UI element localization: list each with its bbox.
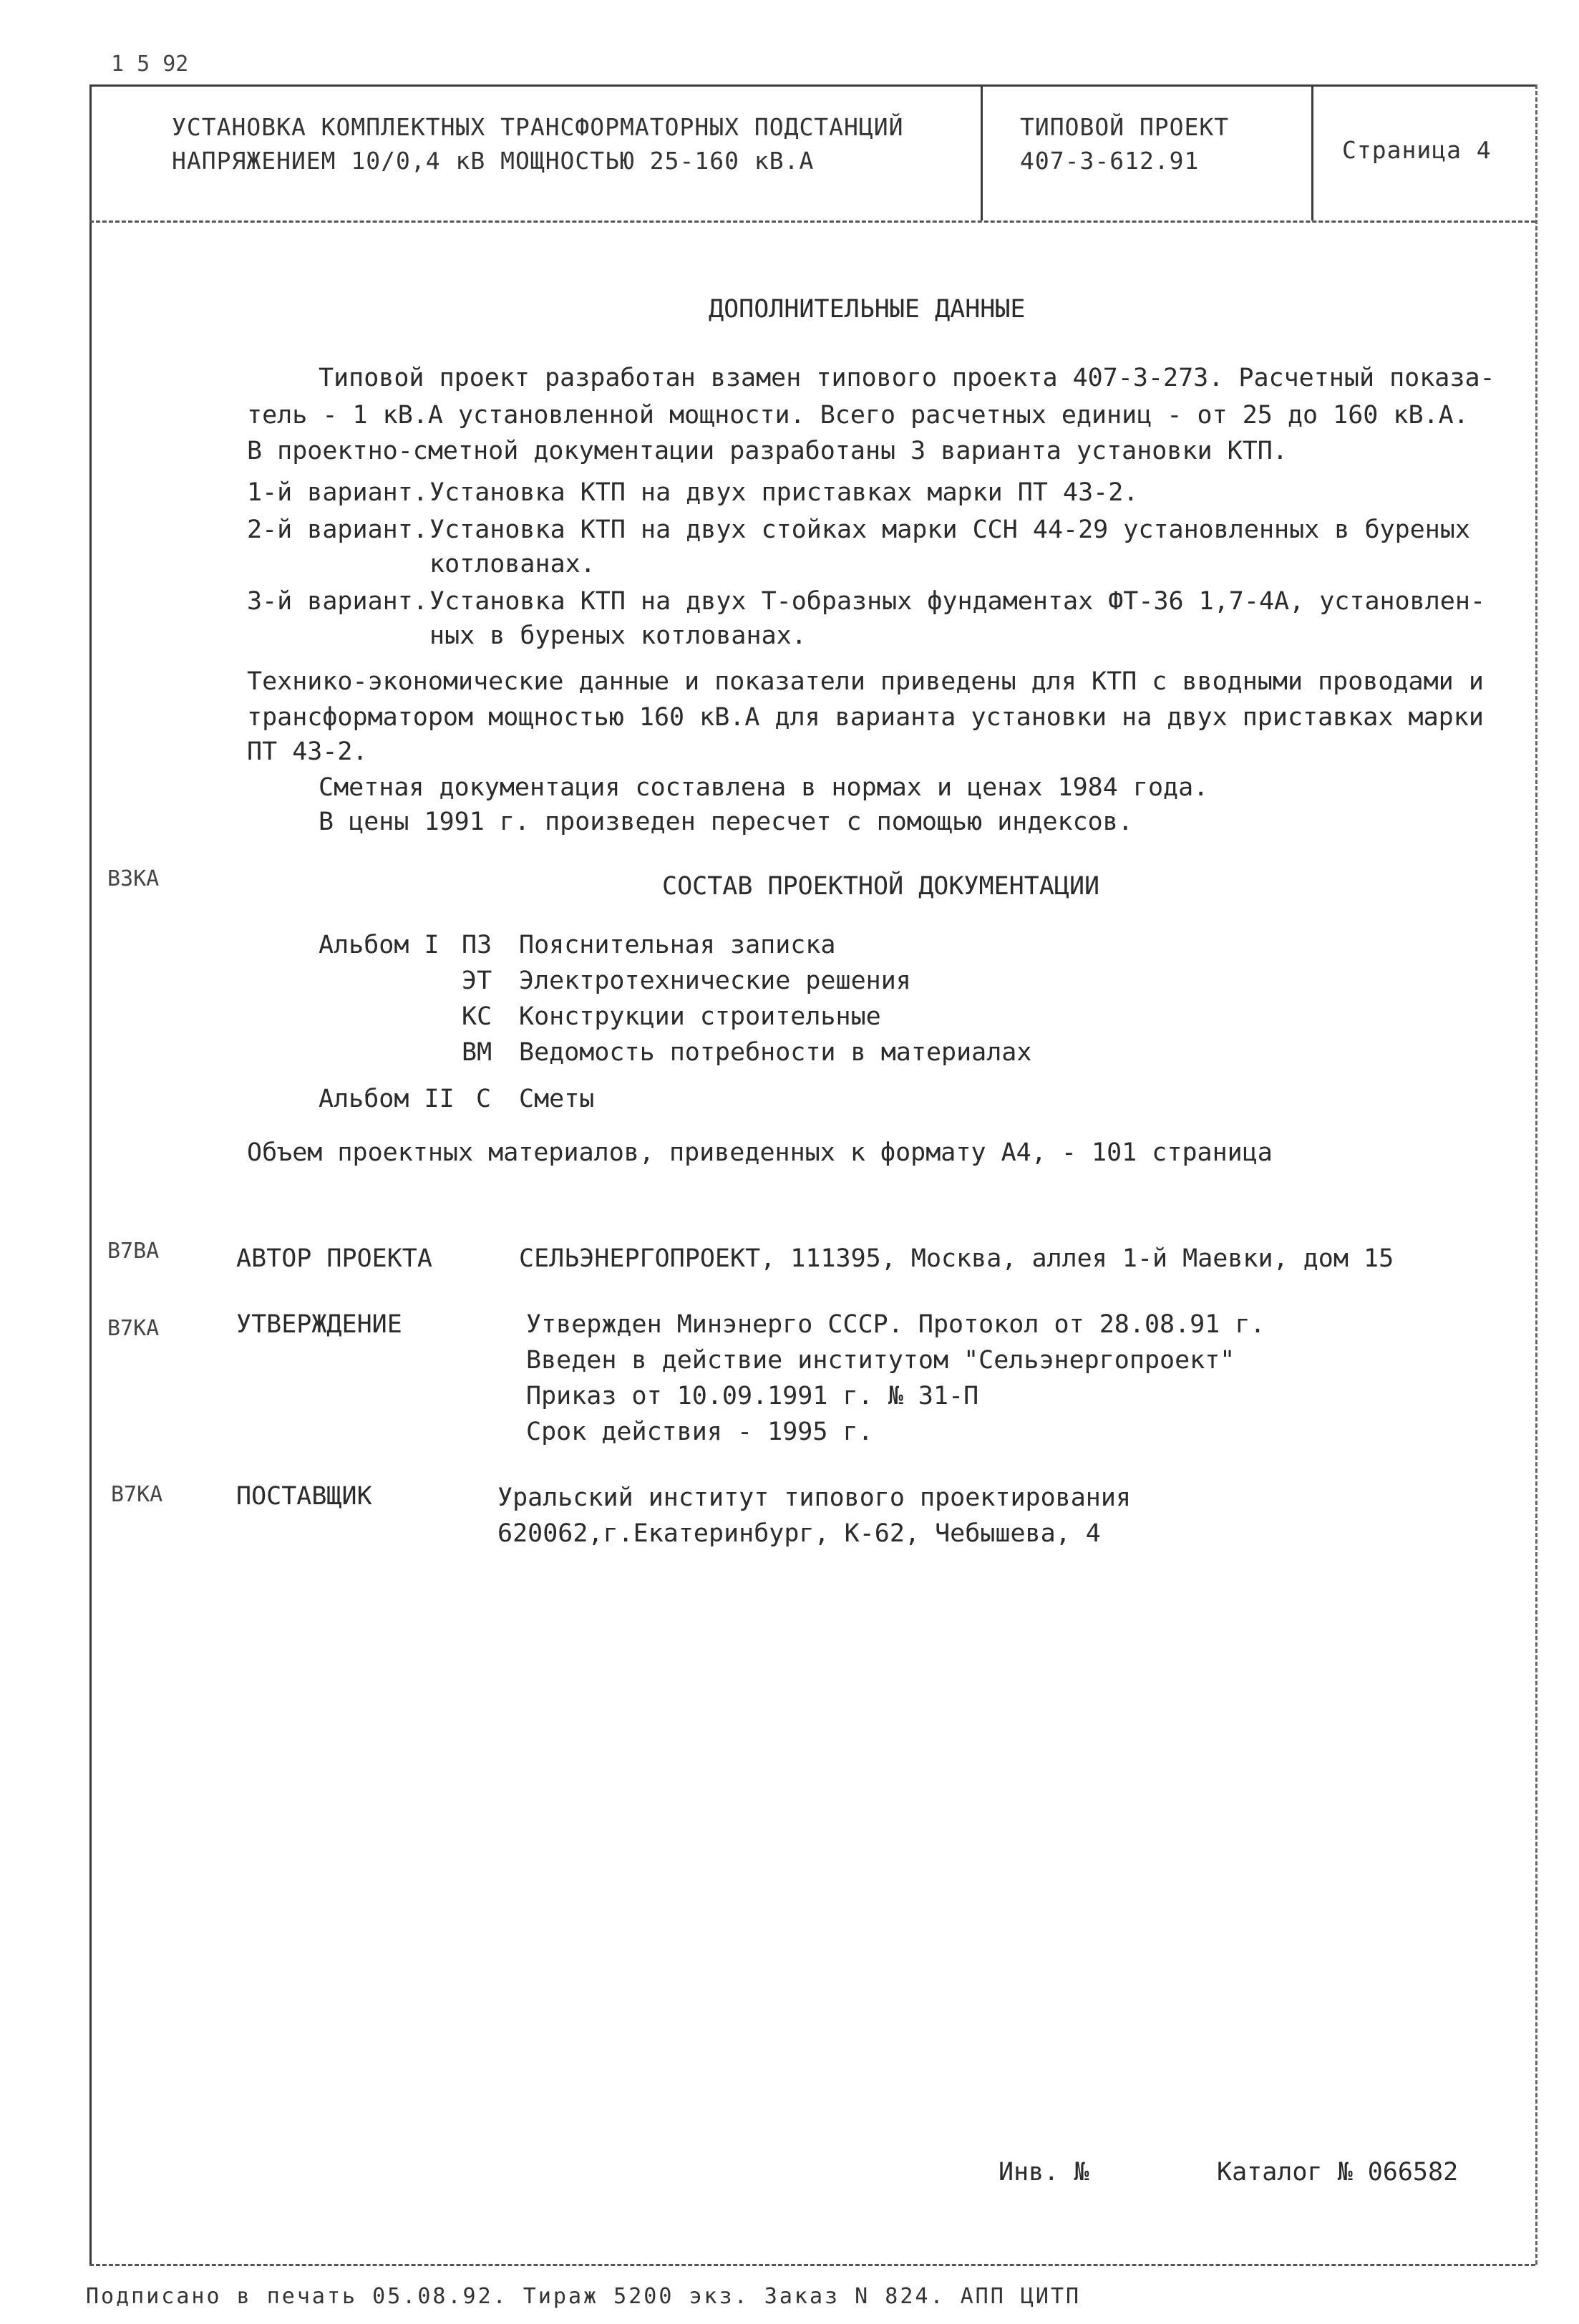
variant-3-line-2: ных в буреных котлованах. [429, 621, 807, 650]
catalog-label: Каталог № 066582 [1217, 2158, 1459, 2187]
frame-bottom-line [89, 2264, 1535, 2266]
intro-line-1: Типовой проект разработан взамен типового проекта 407-3-273. Расчетный показа- [319, 364, 1495, 392]
header-divider-1 [981, 84, 983, 221]
author-side-code: В7ВА [107, 1239, 160, 1264]
author-label: АВТОР ПРОЕКТА [236, 1244, 432, 1273]
album-item-1-title: Пояснительная записка [519, 931, 836, 959]
supplier-side-code: В7КА [111, 1482, 163, 1507]
approval-side-code: В7КА [107, 1316, 160, 1341]
print-footer: Подписано в печать 05.08.92. Тираж 5200 экз. Заказ N 824. АПП ЦИТП [86, 2284, 1082, 2309]
album-1-label: Альбом I [319, 931, 439, 959]
album-2-label: Альбом II [319, 1085, 455, 1113]
project-label: ТИПОВОЙ ПРОЕКТ [1020, 113, 1230, 141]
variant-3-line-1: Установка КТП на двух Т-образных фундаментах ФТ-36 1,7-4А, установлен- [429, 587, 1486, 616]
header-title-line2: НАПРЯЖЕНИЕМ 10/0,4 кВ МОЩНОСТЬЮ 25-160 кВ.А [172, 147, 815, 175]
frame-right-line [1535, 84, 1537, 2265]
album-item-1-code: ПЗ [462, 931, 492, 959]
project-number: 407-3-612.91 [1020, 147, 1200, 175]
header-divider-2 [1311, 84, 1313, 221]
volume-line: Объем проектных материалов, приведенных к формату А4, - 101 страница [247, 1138, 1273, 1167]
inventory-label: Инв. № [999, 2158, 1089, 2187]
approval-line-1: Утвержден Минэнерго СССР. Протокол от 28.08.91 г. [526, 1310, 1265, 1339]
album-2-item-code: С [476, 1085, 492, 1113]
approval-label: УТВЕРЖДЕНИЕ [236, 1310, 402, 1339]
frame-left-line [89, 84, 92, 2265]
supplier-label: ПОСТАВЩИК [236, 1482, 372, 1511]
tech-econ-line-3: ПТ 43-2. [247, 737, 368, 766]
variant-2-label: 2-й вариант. [247, 515, 428, 544]
tech-econ-line-2: трансформатором мощностью 160 кВ.А для варианта установки на двух приставках марки [247, 703, 1484, 732]
album-item-2-code: ЭТ [462, 967, 492, 995]
album-2-item-title: Сметы [519, 1085, 595, 1113]
estimate-line-1: Сметная документация составлена в нормах и ценах 1984 года. [319, 773, 1209, 802]
header-title-line1: УСТАНОВКА КОМПЛЕКТНЫХ ТРАНСФОРМАТОРНЫХ ПОДСТАНЦИЙ [172, 113, 904, 141]
approval-line-3: Приказ от 10.09.1991 г. № 31-П [526, 1382, 979, 1410]
header-bottom-line [89, 221, 1535, 223]
supplier-line-2: 620062,г.Екатеринбург, К-62, Чебышева, 4 [497, 1519, 1101, 1548]
approval-line-2: Введен в действие институтом "Сельэнергопроект" [526, 1346, 1235, 1375]
intro-line-2: тель - 1 кВ.А установленной мощности. Всего расчетных единиц - от 25 до 160 кВ.А. [247, 401, 1469, 430]
composition-side-code: ВЗКА [107, 866, 160, 891]
variant-2-line-2: котлованах. [429, 550, 596, 578]
composition-heading: СОСТАВ ПРОЕКТНОЙ ДОКУМЕНТАЦИИ [662, 872, 1100, 901]
variant-2-line-1: Установка КТП на двух стойках марки ССН 44-29 установленных в буреных [429, 515, 1470, 544]
corner-mark: 1 5 92 [111, 52, 189, 77]
album-item-3-code: КС [462, 1002, 492, 1031]
additional-heading: ДОПОЛНИТЕЛЬНЫЕ ДАННЫЕ [709, 295, 1026, 324]
author-text: СЕЛЬЭНЕРГОПРОЕКТ, 111395, Москва, аллея 1-й Маевки, дом 15 [519, 1244, 1394, 1273]
album-item-4-code: ВМ [462, 1038, 492, 1067]
page-label: Страница 4 [1342, 136, 1492, 164]
intro-line-3: В проектно-сметной документации разработаны 3 варианта установки КТП. [247, 437, 1288, 465]
album-item-3-title: Конструкции строительные [519, 1002, 881, 1031]
album-item-4-title: Ведомость потребности в материалах [519, 1038, 1032, 1067]
tech-econ-line-1: Технико-экономические данные и показатели приведены для КТП с вводными проводами и [247, 667, 1484, 696]
supplier-line-1: Уральский институт типового проектирования [497, 1483, 1132, 1512]
variant-3-label: 3-й вариант. [247, 587, 428, 616]
estimate-line-2: В цены 1991 г. произведен пересчет с помощью индексов. [319, 808, 1133, 836]
approval-line-4: Срок действия - 1995 г. [526, 1418, 873, 1446]
album-item-2-title: Электротехнические решения [519, 967, 911, 995]
variant-1-label: 1-й вариант. [247, 478, 428, 507]
frame-top-line [89, 84, 1535, 87]
variant-1-line-1: Установка КТП на двух приставках марки ПТ 43-2. [429, 478, 1139, 507]
